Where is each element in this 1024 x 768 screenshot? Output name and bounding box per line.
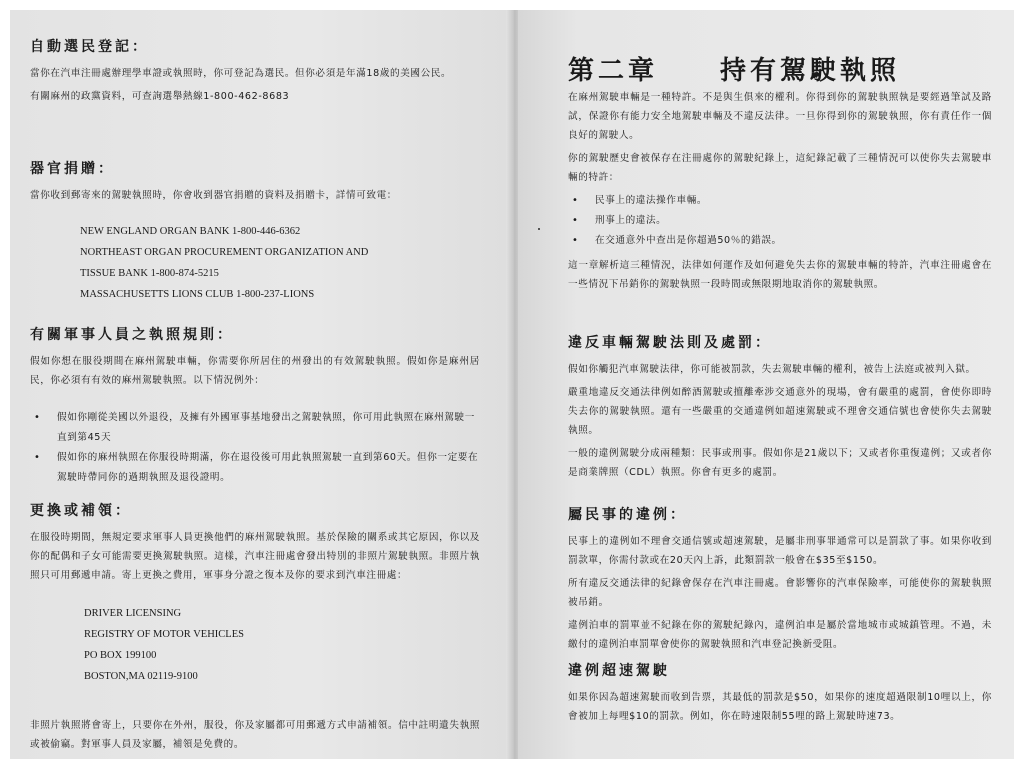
section-voter-registration xyxy=(30,36,480,110)
chapter-name: 持有駕駛執照 xyxy=(720,56,901,86)
military-bullet-item xyxy=(30,448,480,488)
intro-bullet-item xyxy=(568,191,992,211)
section-violations xyxy=(568,332,992,486)
overview-paragraph: 這一章解析這三種情況，法律如何運作及如何避免失去你的駕駛車輛的特許，汽車注冊處會在一些情況下吊銷你的駕駛執照一段時間或無限期地取消你的駕駛執照。 xyxy=(568,260,992,290)
organ-contact-list xyxy=(80,221,480,305)
military-paragraph: 假如你想在服役期間在麻州駕駛車輛，你需要你所居住的州發出的有效駕駛執照。假如你是麻州居民，你必須有有效的麻州駕駛執照。以下情況例外： xyxy=(30,356,480,386)
military-bullet-list xyxy=(30,408,480,488)
chapter-number: 第二章 xyxy=(568,56,659,86)
intro-bullet-text: 刑事上的違法。 xyxy=(595,215,667,226)
organ-contact-line: NEW ENGLAND ORGAN BANK 1-800-446-6362 xyxy=(80,226,301,237)
intro-paragraph: 在麻州駕駛車輛是一種特許。不是與生俱來的權利。你得到你的駕駛執照執是要經過筆試及路試，保證你有能力安全地駕駛車輛及不違反法律。一旦你得到你的駕駛執照，你有責任作一個良好的駕駛人。 xyxy=(568,92,992,141)
bullet-icon: • xyxy=(572,235,579,246)
civil-paragraph: 所有違反交通法律的紀錄會保存在汽車注冊處。會影響你的汽車保險率，可能使你的駕駛執照被吊銷。 xyxy=(568,578,992,608)
bullet-icon: • xyxy=(572,215,579,226)
military-bullet-item xyxy=(30,408,480,448)
intro-bullet-list xyxy=(568,191,992,251)
organ-contact-line: MASSACHUSETTS LIONS CLUB 1-800-237-LIONS xyxy=(80,289,315,300)
section-intro xyxy=(568,88,992,251)
section-heading-organ: 器官捐贈： xyxy=(30,161,115,177)
replace-paragraph: 在服役時期間，無規定要求軍事人員更換他們的麻州駕駛執照。基於保險的關系或其它原因，你以及你的配偶和子女可能需要更換駕駛執照。這樣，汽車注冊處會發出特別的非照片駕駛執照。非照片執照只可用郵遞申請。寄上更換之費用，軍事身分證之復本及你的要求到汽車注冊處： xyxy=(30,532,480,581)
organ-paragraph: 當你收到郵寄來的駕駛執照時，你會收到器官捐贈的資料及捐贈卡，詳情可致電： xyxy=(30,190,397,201)
address-line: REGISTRY OF MOTOR VEHICLES xyxy=(84,629,244,640)
organ-contact-line: TISSUE BANK 1-800-874-5215 xyxy=(80,268,219,279)
left-footer-paragraph: 非照片執照將會寄上，只要你在外州，服役，你及家屬都可用郵遞方式申請補領。信中註明遺失執照或被偷竊。對軍事人員及家屬，補領是免費的。 xyxy=(30,720,480,750)
section-heading-replace: 更換或補領： xyxy=(30,503,132,519)
voter-hotline-paragraph: 有關麻州的政黨資料，可查詢選舉熱線1-800-462-8683 xyxy=(30,91,290,102)
section-heading-civil: 屬民事的違例： xyxy=(568,507,687,523)
speeding-paragraph: 如果你因為超速駕駛而收到告票，其最低的罰款是$50，如果你的速度超過限制10哩以上，你會被加上每哩$10的罰款。例如，你在時速限制55哩的路上駕駛時速73。 xyxy=(568,692,992,722)
intro-bullet-text: 在交通意外中查出是你超過50％的錯誤。 xyxy=(595,235,782,246)
voter-paragraph: 當你在汽車注冊處辦理學車證或執照時，你可登記為選民。但你必須是年滿18歲的美國公民。 xyxy=(30,68,452,79)
section-heading-voter: 自動選民登記： xyxy=(30,39,149,55)
left-page xyxy=(10,10,510,759)
booklet-spread xyxy=(10,10,1014,759)
section-replacement xyxy=(30,500,480,687)
violations-paragraph: 一般的違例駕駛分成兩種類：民事或刑事。假如你是21歲以下；又或者你重復違例；又或者你是商業牌照（CDL）執照。你會有更多的處罰。 xyxy=(568,448,992,478)
mailing-address xyxy=(84,603,480,687)
section-civil-violations xyxy=(568,504,992,658)
violations-paragraph: 假如你觸犯汽車駕駛法律，你可能被罰款，失去駕駛車輛的權利，被告上法庭或被判入獄。 xyxy=(568,364,976,375)
section-military-license-rules xyxy=(30,324,480,488)
bullet-icon: • xyxy=(34,412,41,423)
print-speck xyxy=(538,228,540,230)
section-organ-donation xyxy=(30,158,480,305)
civil-paragraph: 違例泊車的罰單並不紀錄在你的駕駛紀錄內，違例泊車是屬於當地城市或城鎮管理。不過，未繳付的違例泊車罰單會使你的駕駛執照和汽車登記換新受阻。 xyxy=(568,620,992,650)
civil-paragraph: 民事上的違例如不理會交通信號或超速駕駛，是屬非刑事罪通常可以是罰款了事。如果你收到罰款單，你需付款或在20天內上訴，此類罰款一般會在$35至$150。 xyxy=(568,536,992,566)
address-line: PO BOX 199100 xyxy=(84,650,157,661)
intro-paragraph: 你的駕駛歷史會被保存在注冊處你的駕駛紀錄上，這紀錄記載了三種情況可以使你失去駕駛車輛的特許： xyxy=(568,153,992,183)
section-heading-violations: 違反車輛駕駛法則及處罰： xyxy=(568,335,772,351)
section-heading-military: 有關軍事人員之執照規則： xyxy=(30,327,234,343)
intro-bullet-item xyxy=(568,231,992,251)
organ-contact-line: NORTHEAST ORGAN PROCUREMENT ORGANIZATION AND xyxy=(80,247,369,258)
chapter-title xyxy=(568,50,900,87)
intro-bullet-item xyxy=(568,211,992,231)
intro-bullet-text: 民事上的違法操作車輛。 xyxy=(595,195,708,206)
address-line: DRIVER LICENSING xyxy=(84,608,182,619)
bullet-icon: • xyxy=(34,452,41,463)
violations-paragraph: 嚴重地違反交通法律例如醉酒駕駛或擅離牽涉交通意外的現場，會有嚴重的處罰，會使你即時失去你的駕駛執照。還有一些嚴重的交通違例如超速駕駛或不理會交通信號也會使你失去駕駛執照。 xyxy=(568,387,992,436)
military-bullet-text: 假如你的麻州執照在你服役時期滿，你在退役後可用此執照駕駛一直到第60天。但你一定要在駕駛時帶同你的過期執照及退役證明。 xyxy=(57,452,479,483)
section-speeding xyxy=(568,660,992,730)
section-heading-speeding: 違例超速駕駛 xyxy=(568,663,670,679)
military-bullet-text: 假如你剛從美國以外退役，及擁有外國軍事基地發出之駕駛執照，你可用此執照在麻州駕駛一直到第45天 xyxy=(57,412,475,443)
right-page xyxy=(518,10,1014,759)
bullet-icon: • xyxy=(572,195,579,206)
address-line: BOSTON,MA 02119-9100 xyxy=(84,671,198,682)
